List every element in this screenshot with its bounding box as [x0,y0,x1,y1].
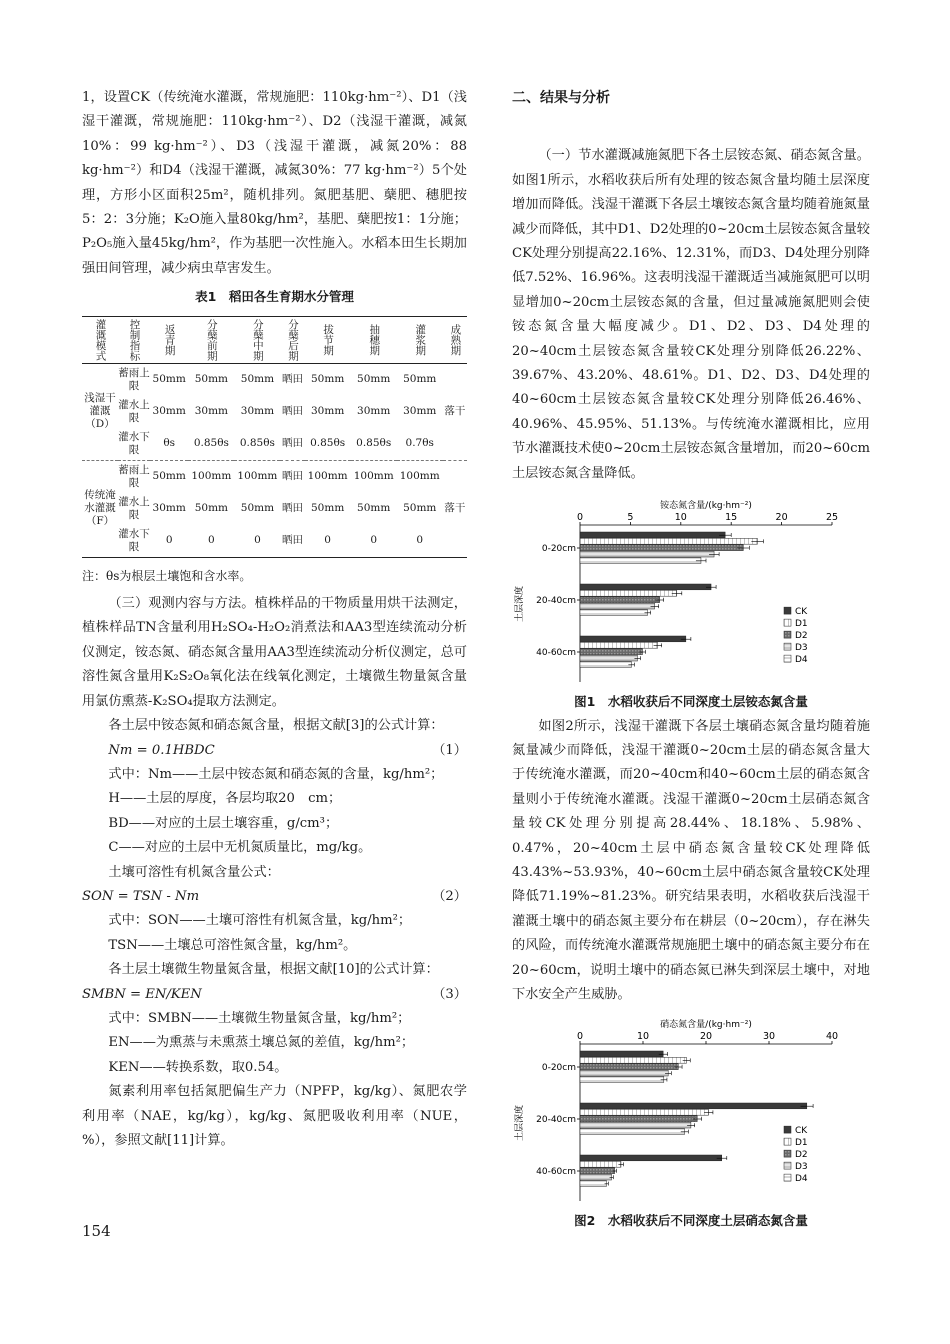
equation-1 [82,739,467,763]
intro-paragraph: 1，设置CK（传统淹水灌溉，常规施肥：110kg·hm⁻²）、D1（浅湿干灌溉，常规施肥：110kg·hm⁻²）、D2（浅湿干灌溉，减氮 10%：99 kg·hm⁻²）、D3（浅湿干灌溉，减氮20%：88 kg·hm⁻²）和D4（浅湿干灌溉，减氮30%：77 kg·hm⁻²）5个处理，方形小区面积25m²，随机排列。氮肥基肥、蘖肥、穗肥按5：2：3分施；K₂O施入量80kg/hm²，基肥、蘖肥按1：1分施；P₂O₅施入量45kg/hm²，作为基肥一次性施入。水稻本田生长期加强田间管理，减少病虫草害发生。 [82,90,467,276]
bar-D1-0-20cm [580,538,757,544]
bar-D1-40-60cm [580,642,658,648]
value-cell: 0 [324,534,331,547]
equation-2-number: （2） [432,888,467,904]
legend-label-D3: D3 [795,643,808,654]
results-paragraph-1: （一）节水灌溉减施氮肥下各土层铵态氮、硝态氮含量。如图1所示，水稻收获后所有处理的铵态氮含量均随土层深度增加而降低。浅湿干灌溉下各层土壤铵态氮含量均随着施氮量减少而降低，其中D1、D2处理的0~20cm土层铵态氮含量较CK处理分别提高22.16%、12.31%，而D3、D4处理分别降低7.52%、16.96%。这表明浅湿干灌溉适当减施氮肥可以明显增加0~20cm土层铵态氮的含量，但过量减施氮肥则会使铵态氮含量大幅度减少。D1、D2、D3、D4处理的20~40cm土层铵态氮含量较CK处理分别降低26.22%、39.67%、43.20%、48.61%。D1、D2、D3、D4处理的40~60cm土层铵态氮含量较CK处理分别降低26.46%、40.96%、45.95%、51.13%。与传统淹水灌溉相比，应用节水灌溉技术使0~20cm土层铵态氮含量增加，而20~60cm土层铵态氮含量降低。 [512,148,870,481]
legend-swatch-D3 [784,643,791,650]
formula-intro: 各土层中铵态氮和硝态氮含量，根据文献[3]的公式计算： [108,718,444,734]
figure-1-chart [512,500,870,690]
legend-label-D4: D4 [795,655,808,666]
value-cell: 50mm [194,502,228,515]
legend-swatch-CK [784,607,791,614]
value-cell: 0.85θs [356,437,392,450]
value-cell: 50mm [152,470,186,483]
bar-D2-0-20cm [580,545,743,551]
x-tick-label: 10 [636,1031,650,1043]
value-cell: 晒田 [282,470,304,483]
bar-CK-0-20cm [580,532,725,538]
figure-2-caption: 图2 水稻收获后不同深度土层硝态氮含量 [574,1213,808,1229]
equation-3-number: （3） [432,986,467,1002]
value-cell: 50mm [403,502,437,515]
irrigation-mode-cell: 传统淹水灌溉（F） [84,489,116,528]
bar-D3-40-60cm [580,1175,612,1181]
value-cell: 晒田 [282,437,304,450]
value-cell: 30mm [194,405,228,418]
legend-swatch-CK [784,1126,791,1133]
bar-D2-40-60cm [580,649,642,655]
legend-swatch-D2 [784,631,791,638]
mature-stage-cell: 落干 [444,502,466,515]
bar-D4-20-40cm [580,1129,685,1135]
category-label: 40-60cm [536,1167,576,1178]
bar-CK-0-20cm [580,1051,663,1057]
eq1-def-2: H——土层的厚度，各层均取20 cm； [108,791,342,807]
legend-label-D4: D4 [795,1174,808,1185]
table-header-3 [188,316,234,363]
table-header-text: 控制指标 [128,318,141,361]
value-cell: 100mm [237,470,278,483]
irrigation-mode-cell: 浅湿干灌溉（D） [84,392,116,431]
table-header-row [82,316,467,363]
category-label: 20-40cm [536,596,576,607]
value-cell: 0.85θs [310,437,346,450]
mature-stage-cell: 落干 [444,405,466,418]
table-body [82,363,467,557]
legend-swatch-D4 [784,655,791,662]
x-tick-label: 30 [762,1031,776,1043]
bar-D3-0-20cm [580,551,714,557]
legend-swatch-D1 [784,1138,791,1145]
value-cell: 50mm [240,373,275,386]
page-number: 154 [82,1222,111,1240]
bar-D4-40-60cm [580,1181,606,1187]
y-axis-title: 土层深度 [515,586,525,623]
eq3-intro: 各土层土壤微生物量氮含量，根据文献[10]的公式计算： [108,962,439,978]
section-title: 二、结果与分析 [512,90,610,106]
table-header-4 [234,316,280,363]
category-label: 0-20cm [541,544,576,555]
eq3-def-3: KEN——转换系数，取0.54。 [108,1059,288,1075]
x-tick-label: 0 [576,512,584,524]
eq3-def-1: 式中：SMBN——土壤微生物量氮含量，kg/hm²； [108,1010,411,1026]
bar-D1-20-40cm [580,590,677,596]
legend-label-D2: D2 [795,631,808,642]
control-index-cell: 灌水上限 [118,398,150,424]
table-header-text: 分蘖前期 [205,318,218,361]
figure-1-caption: 图1 水稻收获后不同深度土层铵态氮含量 [574,694,808,710]
legend-label-CK: CK [795,607,808,618]
legend-label-D1: D1 [795,619,808,630]
x-tick-label: 40 [825,1031,839,1043]
equation-1-number: （1） [432,742,467,758]
bar-D1-0-20cm [580,1058,686,1064]
table-row [82,525,467,558]
value-cell: 50mm [403,373,437,386]
value-cell: 晒田 [282,534,304,547]
table-header-text: 成熟期 [449,323,462,356]
eq2-def-1: 式中：SON——土壤可溶性有机氮含量，kg/hm²； [108,913,412,929]
eq1-def-1: 式中：Nm——土层中铵态氮和硝态氮的含量，kg/hm²； [108,766,444,782]
water-management-table [82,316,467,558]
equation-1-text: Nm = 0.1HBDC [108,742,215,758]
value-cell: 0 [416,534,424,547]
table-row [82,396,467,428]
equation-3 [82,983,467,1007]
bar-D1-20-40cm [580,1110,709,1116]
bar-D4-40-60cm [580,662,631,668]
bar-D2-0-20cm [580,1064,678,1070]
legend-swatch-D2 [784,1150,791,1157]
bar-D4-20-40cm [580,610,648,616]
value-cell: 50mm [152,373,186,386]
table-header-text: 灌溉模式 [94,318,107,361]
control-index-cell: 灌水下限 [118,527,150,553]
value-cell: 50mm [311,502,345,515]
bar-D2-20-40cm [580,597,660,603]
x-tick-label: 10 [674,512,687,524]
x-axis-title: 硝态氮含量/(kg·hm⁻²) [660,1020,752,1031]
bar-CK-20-40cm [580,1103,807,1109]
legend-label-CK: CK [795,1126,808,1137]
value-cell: 50mm [194,373,228,386]
equation-2 [82,885,467,909]
table-header-1 [118,316,150,363]
bar-D3-40-60cm [580,655,637,661]
value-cell: 50mm [240,502,275,515]
value-cell: 50mm [311,373,345,386]
table-header-8 [397,316,443,363]
value-cell: 30mm [403,405,437,418]
figure-2-chart [512,1019,870,1209]
table-header-text: 返青期 [163,323,176,356]
value-cell: 0 [208,534,215,547]
value-cell: 晒田 [282,373,304,386]
bar-CK-40-60cm [580,636,686,642]
control-index-cell: 灌水下限 [118,430,150,456]
category-label: 20-40cm [536,1115,576,1126]
legend-label-D2: D2 [795,1150,808,1161]
category-label: 40-60cm [536,648,576,659]
bar-D3-0-20cm [580,1071,668,1077]
table-header-text: 抽穗期 [368,323,381,356]
observe-paragraph: （三）观测内容与方法。植株样品的干物质量用烘干法测定，植株样品TN含量利用H₂SO₄-H₂O₂消煮法和AA3型连续流动分析仪测定，铵态氮、硝态氮含量用AA3型连续流动分析仪测定，总可溶性氮含量用K₂S₂O₈氧化法在线氧化测定，土壤微生物量氮含量用氯仿熏蒸-K₂SO₄提取方法测定。 [82,596,467,709]
table-header-0 [82,316,118,363]
bar-D2-40-60cm [580,1168,615,1174]
value-cell: 0 [254,534,261,547]
control-index-cell: 蓄雨上限 [118,366,150,392]
bar-D4-0-20cm [580,1077,664,1083]
equation-3-text: SMBN = EN/KEN [82,986,202,1002]
value-cell: 50mm [357,373,391,386]
results-paragraph-2: 如图2所示，浅湿干灌溉下各层土壤硝态氮含量均随着施氮量减少而降低，浅湿干灌溉0~20cm土层的硝态氮含量大于传统淹水灌溉，而20~40cm和40~60cm土层的硝态氮含量则小于传统淹水灌溉。浅湿干灌溉0~20cm土层硝态氮含量较CK处理分别提高28.44%、18.18%、5.98%、0.47%，20~40cm土层中硝态氮含量较CK处理降低43.43%~53.93%，40~60cm土层中硝态氮含量较CK处理降低71.19%~81.23%。研究结果表明，水稻收获后浅湿干灌溉土壤中的硝态氮主要分布在耕层（0~20cm），存在淋失的风险，而传统淹水灌溉常规施肥土壤中的硝态氮主要分布在20~60cm，说明土壤中的硝态氮已淋失到深层土壤中，对地下水安全产生威胁。 [512,718,870,1002]
table-row [82,460,467,493]
bar-D3-20-40cm [580,1123,691,1129]
value-cell: 0 [370,534,378,547]
x-axis-title: 铵态氮含量/(kg·hm⁻²) [660,501,752,512]
table-caption: 表1 稻田各生育期水分管理 [195,289,354,305]
eq2-intro: 土壤可溶性有机氮含量公式： [108,864,280,880]
left-column [82,86,467,1153]
table-header-2 [150,316,188,363]
table-row [82,493,467,525]
value-cell: 0.85θs [239,437,275,450]
eq1-def-4: C——对应的土层中无机氮质量比，mg/kg。 [108,840,372,856]
value-cell: 30mm [152,405,186,418]
eq1-def-3: BD——对应的土层土壤容重，g/cm³； [108,815,339,831]
value-cell: 0.7θs [405,437,434,450]
control-index-cell: 蓄雨上限 [118,463,150,489]
x-tick-label: 15 [725,512,738,524]
bar-D2-20-40cm [580,1116,697,1122]
equation-2-text: SON = TSN - Nm [82,888,200,904]
value-cell: 30mm [311,405,345,418]
table-row [82,428,467,461]
table-header-text: 分蘖后期 [287,318,300,361]
table-note: 注：θs为根层土壤饱和含水率。 [82,568,252,583]
bar-CK-40-60cm [580,1155,722,1161]
value-cell: 30mm [152,502,186,515]
legend-swatch-D1 [784,619,791,626]
legend-label-D1: D1 [795,1138,808,1149]
table-header-6 [305,316,351,363]
value-cell: 晒田 [282,502,304,515]
x-tick-label: 20 [699,1031,713,1043]
value-cell: 晒田 [282,405,304,418]
bar-D3-20-40cm [580,603,655,609]
table-header-text: 拔节期 [322,323,335,356]
value-cell: 100mm [307,470,348,483]
legend-swatch-D4 [784,1174,791,1181]
category-label: 0-20cm [541,1063,576,1074]
value-cell: 30mm [357,405,391,418]
table-header-text: 灌浆期 [414,323,427,356]
value-cell: θs [163,437,176,450]
value-cell: 0.85θs [193,437,229,450]
table-header-9 [443,316,467,363]
bar-CK-20-40cm [580,584,711,590]
eq2-def-2: TSN——土壤总可溶性氮含量，kg/hm²。 [108,937,357,953]
eq3-def-2: EN——为熏蒸与未熏蒸土壤总氮的差值，kg/hm²； [108,1035,415,1051]
table-header-7 [351,316,397,363]
value-cell: 0 [165,534,173,547]
value-cell: 100mm [399,470,440,483]
value-cell: 100mm [191,470,232,483]
value-cell: 30mm [240,405,275,418]
control-index-cell: 灌水上限 [118,495,150,521]
x-tick-label: 5 [627,512,634,524]
table-row [82,363,467,396]
right-column [512,86,870,1234]
x-tick-label: 20 [775,512,788,524]
bar-D1-40-60cm [580,1162,621,1168]
x-tick-label: 0 [576,1031,584,1043]
y-axis-title: 土层深度 [515,1105,525,1142]
table-header-5 [280,316,304,363]
bar-D4-0-20cm [580,558,701,564]
legend-swatch-D3 [784,1162,791,1169]
table-header-text: 分蘖中期 [251,318,264,361]
nue-paragraph: 氮素利用率包括氮肥偏生产力（NPFP，kg/kg）、氮肥农学利用率（NAE，kg/kg），kg/kg、氮肥吸收利用率（NUE，%），参照文献[11]计算。 [82,1084,467,1148]
x-tick-label: 25 [825,512,839,524]
value-cell: 100mm [353,470,394,483]
legend-label-D3: D3 [795,1162,808,1173]
value-cell: 50mm [357,502,391,515]
